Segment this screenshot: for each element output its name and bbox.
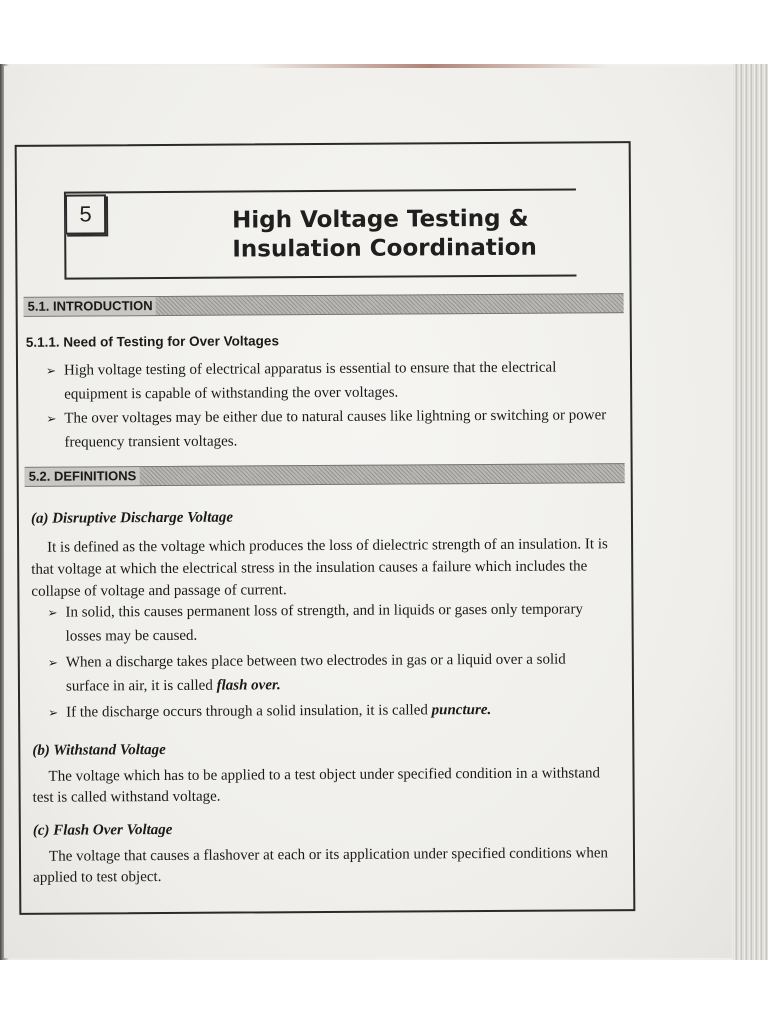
book-page-edges [733,64,768,960]
term-puncture: puncture. [431,701,492,719]
term-flash-over: flash over. [216,677,281,694]
list-item-text-body: When a discharge takes place between two electrodes in gas or a liquid over a solid surface in air, it is called [65,651,566,695]
chapter-title-line2: Insulation Coordination [232,234,537,263]
arrow-bullet-icon: ➢ [48,705,59,720]
subsection-heading: 5.1.1. Need of Testing for Over Voltages [25,333,279,350]
chapter-number: 5 [65,194,106,234]
chapter-title [232,205,562,265]
arrow-bullet-icon: ➢ [46,411,57,426]
list-item-text-body: If the discharge occurs through a solid insulation, it is called [66,702,428,721]
list-item-text: High voltage testing of electrical apparatus is essential to ensure that the electrical equipment is capable of withstanding the over voltages. [63,359,557,403]
list-item-text: The over voltages may be either due to natural causes like lightning or switching or power frequency transient voltages. [64,407,607,451]
list-item [46,403,610,454]
definition-paragraph-a: It is defined as the voltage which produces the loss of dielectric strength of an insulation. It is that voltage at which the electrical stress in the insulation causes a failure which includes the collapse of voltage and passage of current. [31,536,608,600]
list-item-text [48,647,612,698]
definition-heading-c: (c) Flash Over Voltage [32,821,173,839]
list-item-text [48,697,612,724]
arrow-bullet-icon: ➢ [47,655,58,670]
section-heading-label: 5.1. INTRODUCTION [24,297,156,316]
list-item-text: In solid, this causes permanent loss of strength, and in liquids or gases only temporary losses may be caused. [65,601,583,645]
definition-heading-a: (a) Disruptive Discharge Voltage [30,509,234,527]
section-heading-label: 5.2. DEFINITIONS [25,467,140,486]
chapter-header [64,188,577,279]
arrow-bullet-icon: ➢ [47,605,58,620]
chapter-title-line1: High Voltage Testing & [232,205,529,234]
definition-heading-b: (b) Withstand Voltage [32,741,166,759]
list-item [46,355,610,406]
binding-shadow [250,64,610,68]
list-item [48,647,612,698]
list-item [47,597,611,648]
content-frame [15,141,636,915]
arrow-bullet-icon: ➢ [45,363,57,378]
section-heading-introduction [24,293,624,317]
definition-paragraph-c: The voltage that causes a flashover at each or its application under specified conditions when applied to test object. [33,845,609,886]
definition-paragraph-b: The voltage which has to be applied to a test object under specified condition in a withstand test is called withstand voltage. [32,765,601,806]
section-heading-definitions [25,463,625,487]
list-item [48,697,612,724]
